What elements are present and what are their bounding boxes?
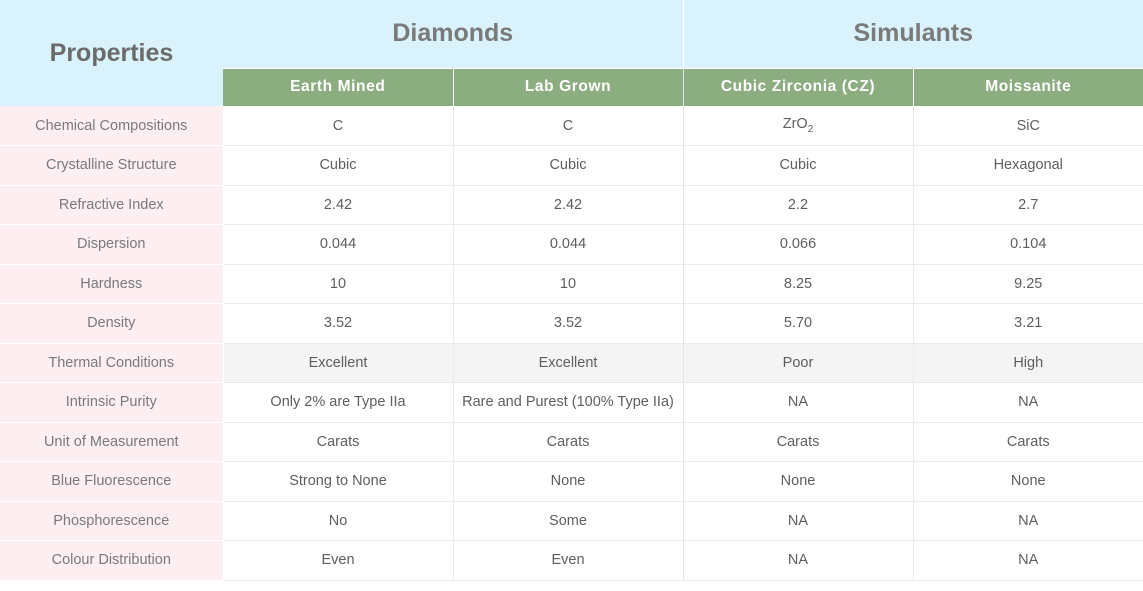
cell-value: C bbox=[223, 106, 453, 146]
cell-value: C bbox=[453, 106, 683, 146]
cell-value: NA bbox=[683, 383, 913, 423]
cell-value: 2.7 bbox=[913, 185, 1143, 225]
table-header bbox=[0, 0, 1143, 106]
row-property-label: Colour Distribution bbox=[0, 541, 223, 581]
row-property-label: Refractive Index bbox=[0, 185, 223, 225]
cell-value: NA bbox=[913, 541, 1143, 581]
cell-value: Carats bbox=[913, 422, 1143, 462]
cell-value: Only 2% are Type IIa bbox=[223, 383, 453, 423]
cell-value: Cubic bbox=[683, 146, 913, 186]
cell-value: 3.52 bbox=[223, 304, 453, 344]
row-property-label: Intrinsic Purity bbox=[0, 383, 223, 423]
group-header-simulants: Simulants bbox=[683, 0, 1143, 68]
cell-value: 3.52 bbox=[453, 304, 683, 344]
table-row bbox=[0, 146, 1143, 186]
table-header-group-row bbox=[0, 0, 1143, 68]
column-header-lab-grown: Lab Grown bbox=[453, 68, 683, 106]
cell-value: Carats bbox=[453, 422, 683, 462]
cell-value: Carats bbox=[223, 422, 453, 462]
cell-value: Even bbox=[223, 541, 453, 581]
table-row bbox=[0, 185, 1143, 225]
table-row bbox=[0, 462, 1143, 502]
table-row bbox=[0, 343, 1143, 383]
cell-value: Hexagonal bbox=[913, 146, 1143, 186]
row-property-label: Chemical Compositions bbox=[0, 106, 223, 146]
cell-value: ZrO$_2$ bbox=[683, 106, 913, 146]
table-row bbox=[0, 106, 1143, 146]
group-header-diamonds: Diamonds bbox=[223, 0, 683, 68]
cell-value: NA bbox=[913, 501, 1143, 541]
cell-value: Carats bbox=[683, 422, 913, 462]
cell-value: 10 bbox=[453, 264, 683, 304]
row-property-label: Blue Fluorescence bbox=[0, 462, 223, 502]
cell-value: Even bbox=[453, 541, 683, 581]
row-property-label: Density bbox=[0, 304, 223, 344]
cell-value: 2.42 bbox=[223, 185, 453, 225]
cell-value: Strong to None bbox=[223, 462, 453, 502]
cell-value: 3.21 bbox=[913, 304, 1143, 344]
cell-value: Rare and Purest (100% Type IIa) bbox=[453, 383, 683, 423]
cell-value: 0.044 bbox=[453, 225, 683, 265]
table-row bbox=[0, 422, 1143, 462]
cell-value: High bbox=[913, 343, 1143, 383]
cell-value: 5.70 bbox=[683, 304, 913, 344]
table-row bbox=[0, 304, 1143, 344]
table-row bbox=[0, 264, 1143, 304]
cell-value: Cubic bbox=[453, 146, 683, 186]
cell-value: Some bbox=[453, 501, 683, 541]
cell-value: 0.104 bbox=[913, 225, 1143, 265]
cell-value: 9.25 bbox=[913, 264, 1143, 304]
cell-value: Poor bbox=[683, 343, 913, 383]
cell-value: None bbox=[683, 462, 913, 502]
table-body bbox=[0, 106, 1143, 580]
cell-value: 2.2 bbox=[683, 185, 913, 225]
column-header-moissanite: Moissanite bbox=[913, 68, 1143, 106]
cell-value: 0.044 bbox=[223, 225, 453, 265]
cell-value: None bbox=[453, 462, 683, 502]
row-property-label: Phosphorescence bbox=[0, 501, 223, 541]
table-row bbox=[0, 225, 1143, 265]
cell-value: SiC bbox=[913, 106, 1143, 146]
cell-value: Excellent bbox=[453, 343, 683, 383]
row-property-label: Unit of Measurement bbox=[0, 422, 223, 462]
row-property-label: Thermal Conditions bbox=[0, 343, 223, 383]
cell-value: Excellent bbox=[223, 343, 453, 383]
cell-value: No bbox=[223, 501, 453, 541]
row-property-label: Hardness bbox=[0, 264, 223, 304]
cell-value: 8.25 bbox=[683, 264, 913, 304]
row-property-label: Dispersion bbox=[0, 225, 223, 265]
cell-value: None bbox=[913, 462, 1143, 502]
table-row bbox=[0, 383, 1143, 423]
cell-value: 2.42 bbox=[453, 185, 683, 225]
column-header-earth-mined: Earth Mined bbox=[223, 68, 453, 106]
column-header-cubic-zirconia: Cubic Zirconia (CZ) bbox=[683, 68, 913, 106]
row-property-label: Crystalline Structure bbox=[0, 146, 223, 186]
cell-value: 10 bbox=[223, 264, 453, 304]
cell-value: NA bbox=[913, 383, 1143, 423]
table-row bbox=[0, 541, 1143, 581]
table-row bbox=[0, 501, 1143, 541]
cell-value: NA bbox=[683, 541, 913, 581]
cell-value: Cubic bbox=[223, 146, 453, 186]
properties-header-cell: Properties bbox=[0, 0, 223, 106]
cell-value: NA bbox=[683, 501, 913, 541]
cell-value: 0.066 bbox=[683, 225, 913, 265]
